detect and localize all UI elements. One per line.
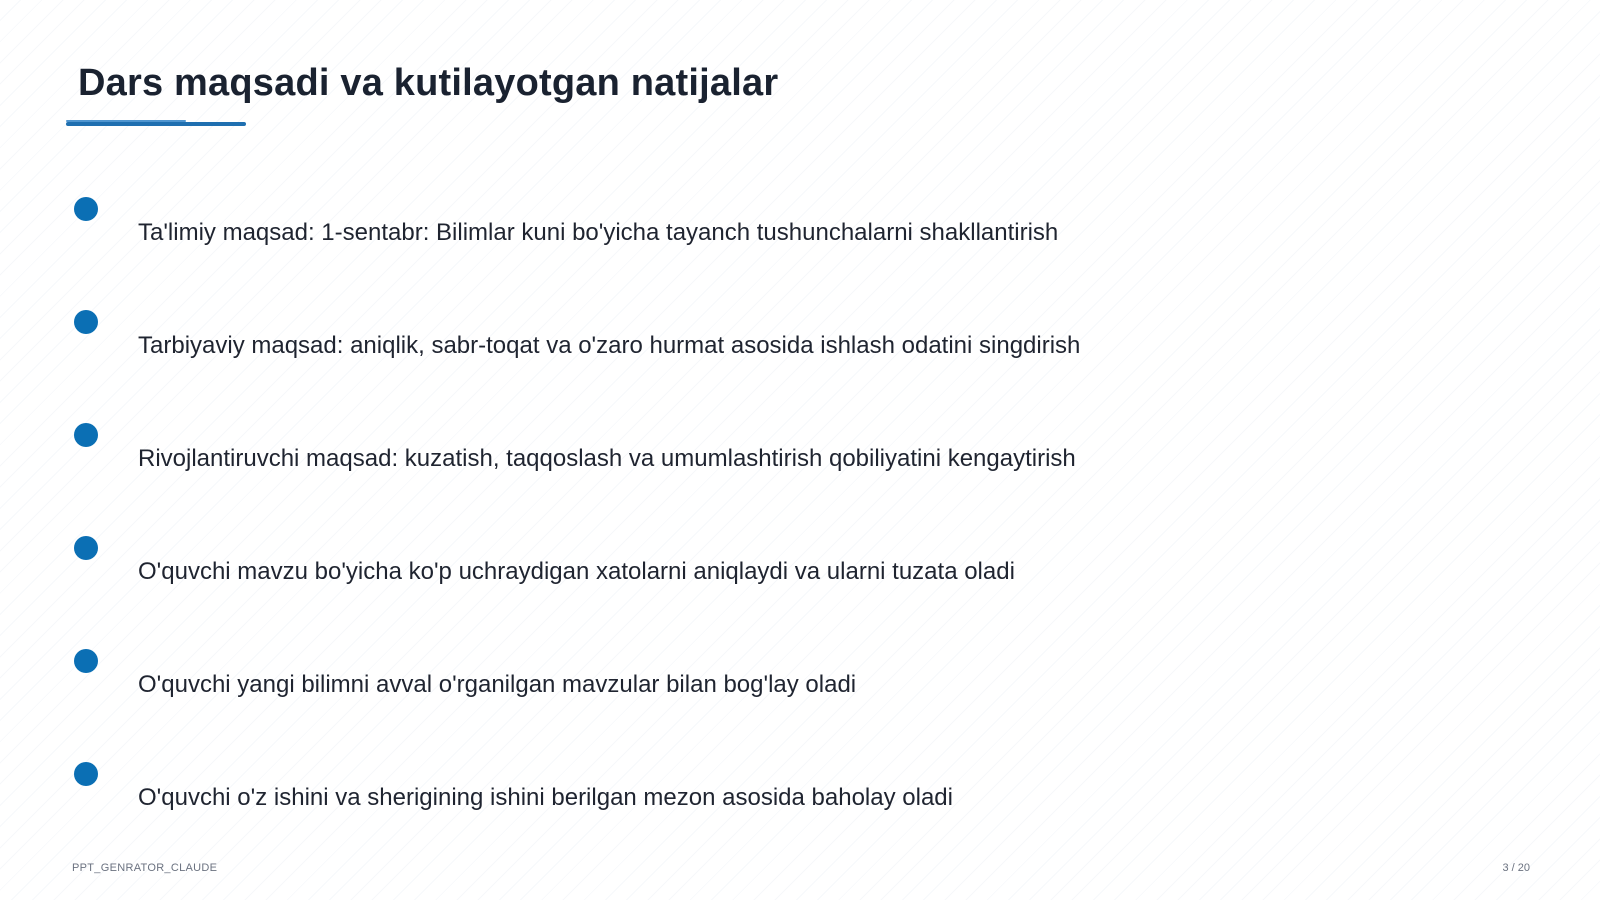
bullet-dot-icon <box>74 310 98 334</box>
bullet-dot-icon <box>74 762 98 786</box>
list-item <box>0 536 1400 616</box>
list-item <box>0 423 1400 503</box>
list-item <box>0 310 1400 390</box>
list-item <box>0 197 1400 277</box>
list-item-text: Tarbiyaviy maqsad: aniqlik, sabr-toqat va o'zaro hurmat asosida ishlash odatini singdirish <box>138 332 1081 359</box>
slide-title: Dars maqsadi va kutilayotgan natijalar <box>78 62 779 104</box>
list-item <box>0 762 1400 842</box>
list-item-text: Rivojlantiruvchi maqsad: kuzatish, taqqoslash va umumlashtirish qobiliyatini kengaytirish <box>138 445 1076 472</box>
bullet-dot-icon <box>74 423 98 447</box>
list-item-text: O'quvchi o'z ishini va sherigining ishini berilgan mezon asosida baholay oladi <box>138 784 953 811</box>
bullet-dot-icon <box>74 649 98 673</box>
list-item <box>0 649 1400 729</box>
footer-source-label: PPT_GENRATOR_CLAUDE <box>72 862 218 874</box>
page-indicator: 3 / 20 <box>1502 862 1530 874</box>
list-item-text: Ta'limiy maqsad: 1-sentabr: Bilimlar kuni bo'yicha tayanch tushunchalarni shakllantirish <box>138 219 1059 246</box>
bullet-dot-icon <box>74 197 98 221</box>
list-item-text: O'quvchi mavzu bo'yicha ko'p uchraydigan xatolarni aniqlaydi va ularni tuzata oladi <box>138 558 1015 585</box>
list-item-text: O'quvchi yangi bilimni avval o'rganilgan mavzular bilan bog'lay oladi <box>138 671 857 698</box>
bullet-dot-icon <box>74 536 98 560</box>
